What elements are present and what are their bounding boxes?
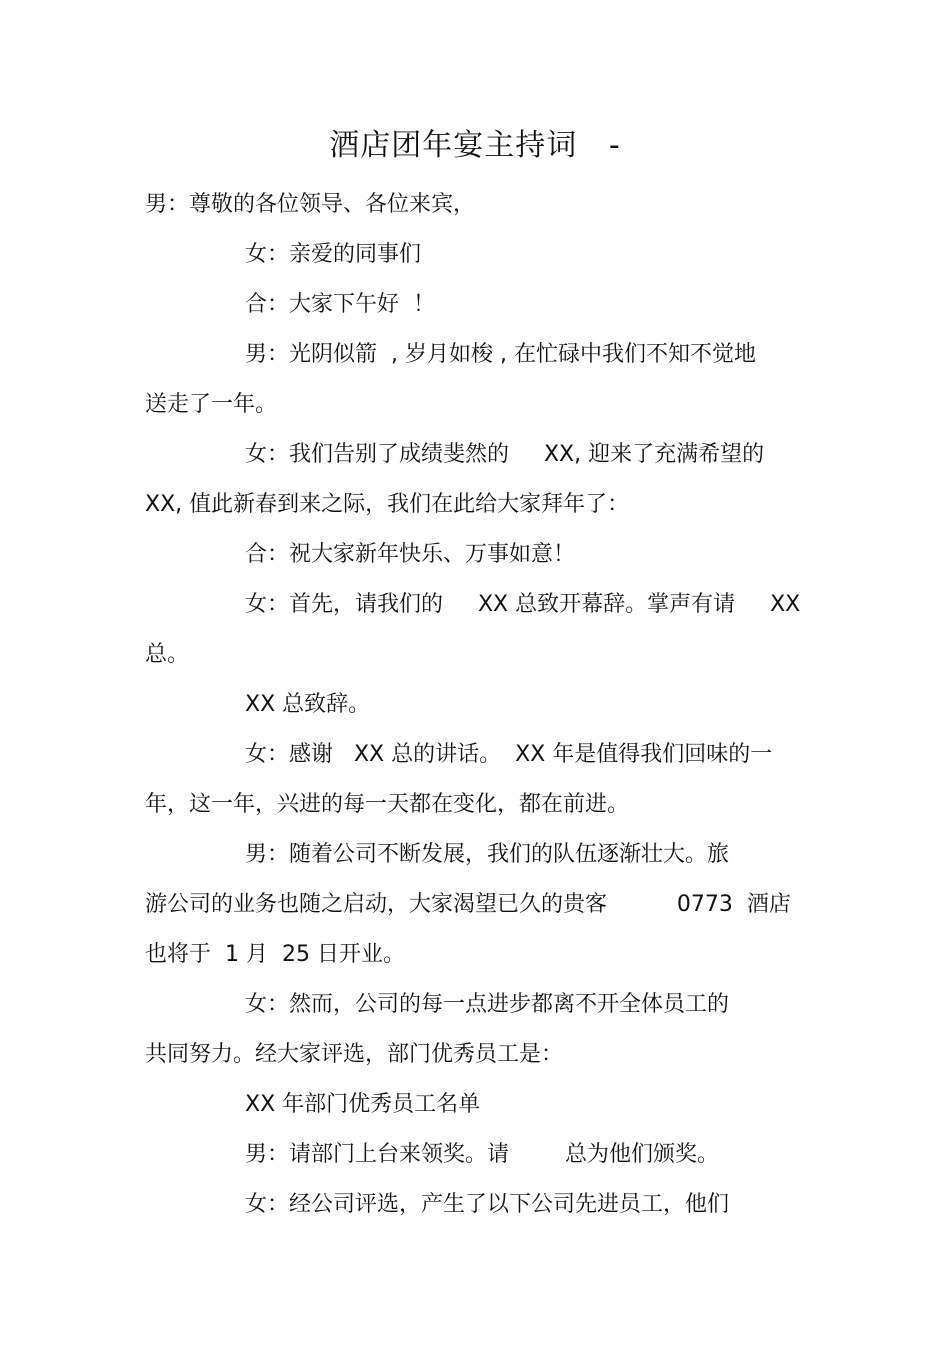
paragraph-line: 女：感谢 XX 总的讲话。 XX 年是值得我们回味的一 xyxy=(245,742,773,767)
paragraph-line: 男：光阴似箭 , 岁月如梭 , 在忙碌中我们不知不觉地 xyxy=(245,342,756,367)
paragraph-line: XX 年部门优秀员工名单 xyxy=(245,1092,481,1117)
paragraph-line: 女：经公司评选，产生了以下公司先进员工，他们 xyxy=(245,1192,730,1217)
paragraph-line: 总。 xyxy=(145,642,190,667)
paragraph-line: 送走了一年。 xyxy=(145,392,278,417)
paragraph-line: XX 总致辞。 xyxy=(245,692,371,717)
paragraph-line: 男：随着公司不断发展，我们的队伍逐渐壮大。旅 xyxy=(245,842,730,867)
paragraph-line: 合：祝大家新年快乐、万事如意！ xyxy=(245,542,576,567)
paragraph-line: 女：然而，公司的每一点进步都离不开全体员工的 xyxy=(245,992,730,1017)
paragraph-line: 年，这一年，兴进的每一天都在变化，都在前进。 xyxy=(145,792,630,817)
paragraph-line: 女：首先，请我们的 XX 总致开幕辞。掌声有请 XX xyxy=(245,592,801,617)
paragraph-line: 也将于 1 月 25 日开业。 xyxy=(145,942,405,967)
paragraph-line: 女：亲爱的同事们 xyxy=(245,242,422,267)
paragraph-line: 共同努力。经大家评选，部门优秀员工是： xyxy=(145,1042,564,1067)
paragraph-line: 男：请部门上台来领奖。请 总为他们颁奖。 xyxy=(245,1142,719,1167)
paragraph-line: 男：尊敬的各位领导、各位来宾， xyxy=(145,192,476,217)
document-title: 酒店团年宴主持词 - xyxy=(329,128,621,163)
paragraph-line: XX, 值此新春到来之际，我们在此给大家拜年了： xyxy=(145,492,630,517)
paragraph-line: 游公司的业务也随之启动，大家渴望已久的贵客 0773 酒店 xyxy=(145,892,791,917)
paragraph-line: 女：我们告别了成绩斐然的 XX, 迎来了充满希望的 xyxy=(245,442,765,467)
paragraph-line: 合：大家下午好 ！ xyxy=(245,292,435,317)
